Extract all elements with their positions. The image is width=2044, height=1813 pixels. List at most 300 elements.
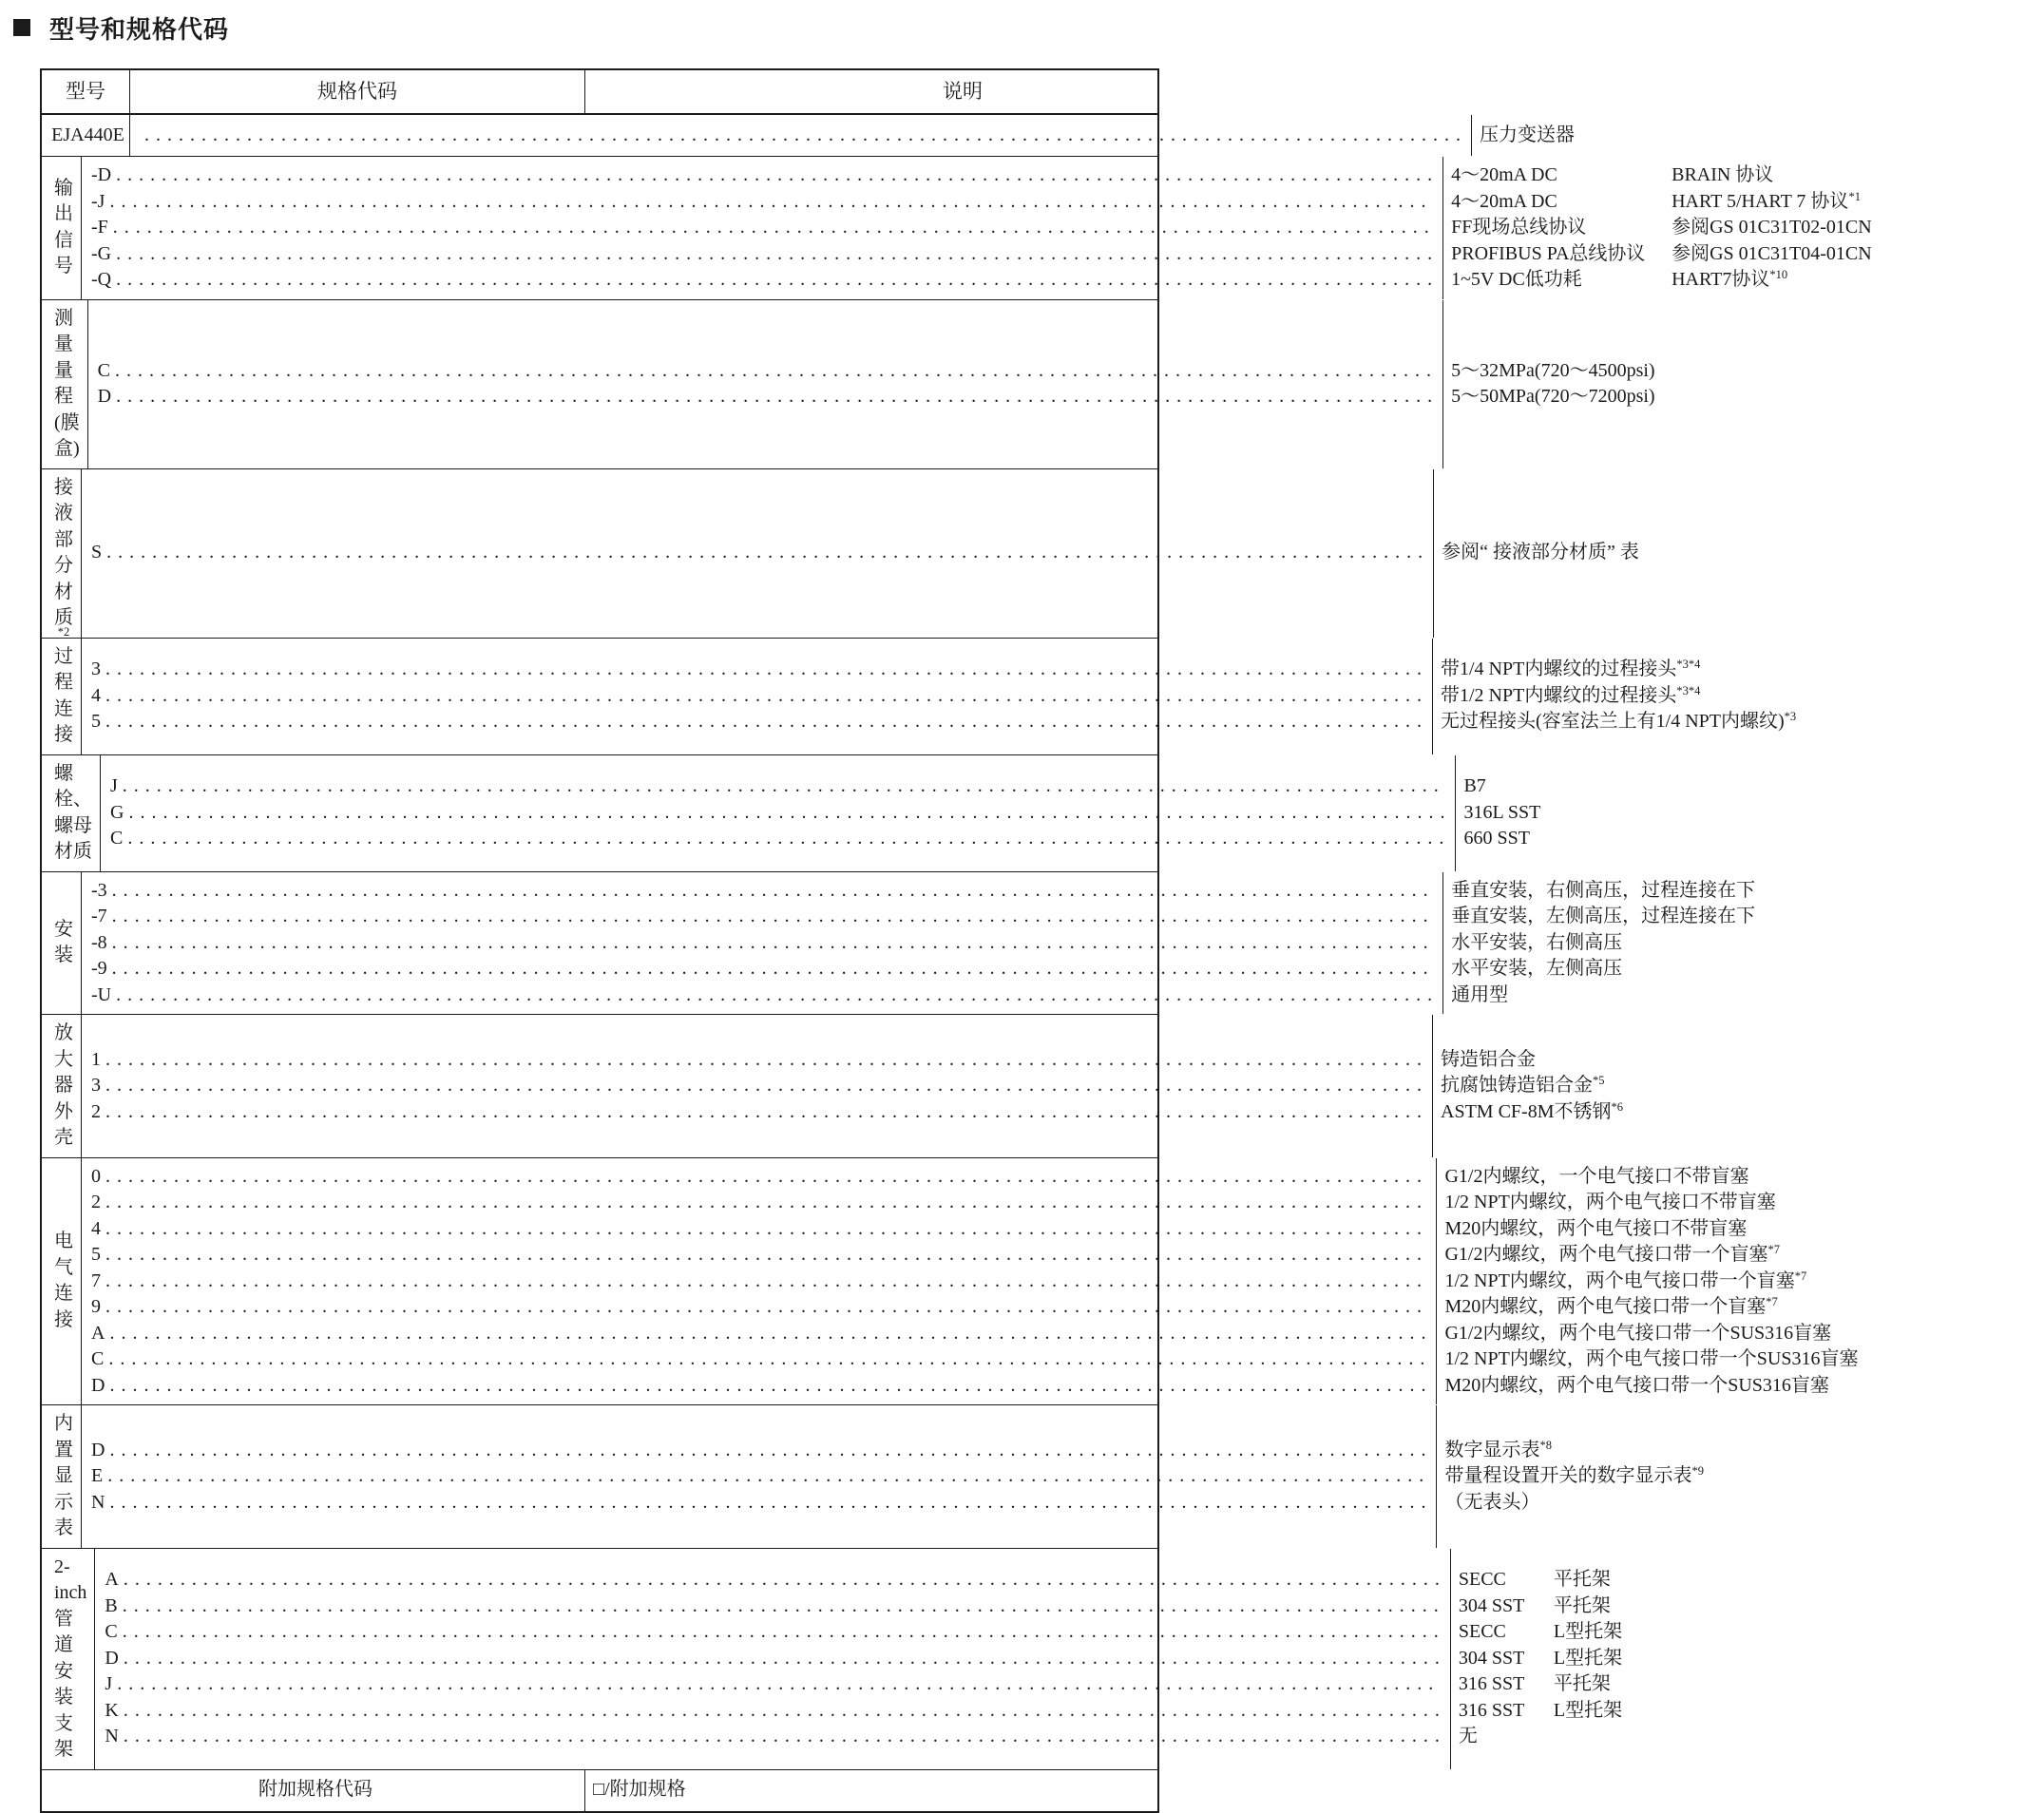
description-cell	[1442, 872, 2015, 1015]
description-col2: L型托架	[1553, 1699, 1623, 1721]
description-line	[1441, 1073, 1997, 1099]
description-text: 铸造铝合金	[1441, 1048, 1536, 1070]
spec-code: 5	[91, 1244, 101, 1265]
description-text: （无表头）	[1444, 1491, 1540, 1513]
dot-leader	[105, 1294, 1426, 1321]
row-label	[42, 1770, 584, 1811]
row-label-text: 电气连接	[54, 1231, 73, 1330]
description-cell	[1432, 639, 2005, 754]
row-label-text: 输出信号	[54, 177, 73, 277]
spec-code-line	[91, 1294, 1426, 1321]
spec-code-line	[91, 1047, 1423, 1074]
description-text: 垂直安装，左侧高压，过程连接在下	[1451, 906, 1756, 926]
spec-code: D	[105, 1647, 119, 1669]
dot-leader	[112, 904, 1433, 930]
description-col1: 316 SST	[1458, 1673, 1525, 1695]
spec-code-line	[91, 1073, 1423, 1099]
row-label-text: 安装	[54, 918, 73, 966]
spec-code-line	[91, 1164, 1426, 1191]
description-col2: 平托架	[1553, 1673, 1611, 1695]
spec-code: -F	[91, 217, 108, 238]
spec-code-line	[91, 709, 1423, 735]
spec-code: C	[91, 1348, 105, 1369]
dot-leader	[105, 1190, 1426, 1216]
dot-leader	[108, 1346, 1426, 1373]
description-text: 压力变送器	[1480, 124, 1575, 145]
row-label-text: 2-inch 管道安装支架	[54, 1555, 87, 1760]
table-row	[42, 156, 1872, 299]
spec-code-line	[91, 878, 1433, 905]
description-line	[1459, 1619, 2015, 1646]
description-text: ASTM CF-8M不锈钢	[1441, 1100, 1612, 1122]
description-col1: 4～20mA DC	[1451, 190, 1557, 212]
table-row	[42, 1404, 1704, 1548]
spec-code: -9	[91, 958, 107, 979]
description-text: 抗腐蚀铸造铝合金	[1441, 1075, 1593, 1096]
description-line	[1459, 1594, 2015, 1620]
spec-code-line	[91, 930, 1433, 957]
spec-code-line	[98, 358, 1433, 385]
row-label	[42, 755, 100, 871]
description-text: 660 SST	[1463, 828, 1530, 849]
description-text: 通用型	[1451, 983, 1509, 1005]
description-line	[1444, 1242, 2001, 1269]
description-line	[1444, 1269, 2001, 1295]
spec-codes-cell	[100, 755, 1455, 871]
dot-leader	[116, 384, 1433, 410]
row-label	[42, 872, 81, 1015]
dot-leader	[106, 540, 1423, 566]
description-text: G1/2内螺纹，两个电气接口带一个盲塞	[1444, 1244, 1768, 1265]
description-line	[1451, 241, 2008, 268]
spec-codes-cell	[81, 1405, 1436, 1548]
spec-code: -8	[91, 931, 107, 953]
table-row	[42, 299, 1655, 468]
spec-code: D	[91, 1374, 105, 1396]
description-line	[1463, 773, 2020, 800]
description-cell	[584, 1770, 1157, 1811]
footnote-superscript: *1	[1848, 189, 1861, 203]
description-line	[1451, 162, 2008, 189]
spec-code-line	[105, 1698, 1440, 1725]
description-col2: BRAIN 协议	[1671, 164, 1774, 185]
spec-code: N	[91, 1491, 105, 1513]
description-line	[1451, 878, 2008, 905]
dot-leader	[124, 1698, 1441, 1725]
spec-code: D	[91, 1439, 105, 1460]
description-text: 5～32MPa(720～4500psi)	[1451, 359, 1655, 381]
description-text: M20内螺纹，两个电气接口带一个SUS316盲塞	[1444, 1374, 1829, 1396]
spec-code-line	[91, 683, 1423, 710]
description-line	[1441, 657, 1997, 683]
description-text: 5～50MPa(720～7200psi)	[1451, 386, 1655, 407]
spec-code: 9	[91, 1296, 101, 1317]
description-text: M20内螺纹，两个电气接口带一个盲塞	[1444, 1296, 1767, 1317]
description-line	[1441, 1047, 1997, 1074]
spec-code-line	[91, 1321, 1426, 1347]
spec-code-line	[91, 1490, 1426, 1517]
spec-codes-cell	[87, 300, 1442, 468]
spec-code: 4	[91, 684, 101, 706]
dot-leader	[109, 1321, 1426, 1347]
dot-leader	[105, 1099, 1423, 1126]
section-title-text: 型号和规格代码	[49, 14, 230, 44]
dot-leader	[112, 956, 1433, 983]
description-text: M20内螺纹，两个电气接口不带盲塞	[1444, 1217, 1748, 1239]
row-label	[42, 300, 87, 468]
description-line	[1444, 1164, 2001, 1191]
spec-code: -Q	[91, 269, 112, 290]
description-text: 数字显示表	[1444, 1439, 1540, 1460]
section-title	[13, 11, 1166, 44]
spec-code: A	[91, 1322, 105, 1344]
spec-code: D	[97, 386, 112, 407]
table-row	[42, 114, 1575, 156]
footnote-superscript: *8	[1539, 1438, 1552, 1452]
dot-leader	[105, 683, 1423, 710]
dot-leader	[105, 1047, 1423, 1074]
description-line	[1444, 1190, 2001, 1216]
footnote-superscript: *7	[1766, 1295, 1778, 1308]
spec-code-line	[91, 1099, 1423, 1126]
table-row	[42, 1548, 1623, 1769]
spec-code: S	[91, 542, 103, 563]
spec-code-line	[91, 657, 1423, 683]
description-text: 1/2 NPT内螺纹，两个电气接口带一个SUS316盲塞	[1444, 1348, 1859, 1369]
dot-leader	[117, 1671, 1441, 1698]
footnote-superscript: *3*4	[1676, 658, 1701, 672]
description-col2: 平托架	[1553, 1569, 1611, 1591]
spec-code-line	[105, 1646, 1440, 1672]
description-col1: 316 SST	[1458, 1699, 1525, 1721]
description-line	[1441, 709, 1997, 735]
description-line	[1459, 1671, 2015, 1698]
spec-code-line	[105, 1724, 1440, 1750]
spec-code: A	[105, 1569, 119, 1591]
description-line	[1451, 189, 2008, 216]
spec-code: -U	[91, 983, 112, 1005]
spec-code: 7	[91, 1269, 101, 1291]
description-col2: 参阅GS 01C31T02-01CN	[1671, 217, 1872, 238]
spec-code-line	[110, 826, 1445, 852]
description-line	[1463, 826, 2020, 852]
header-spec-code: 规格代码	[129, 70, 584, 113]
dot-leader	[127, 826, 1445, 852]
footnote-superscript: *3*4	[1676, 683, 1701, 697]
spec-code: -G	[91, 242, 112, 264]
description-col2: HART 5/HART 7 协议$^{*1}$	[1671, 189, 1861, 212]
spec-code: -3	[91, 879, 107, 901]
dot-leader	[105, 1073, 1423, 1099]
spec-code-line	[91, 1438, 1426, 1464]
table-row	[42, 1014, 1623, 1157]
description-cell	[1450, 1549, 2023, 1769]
description-line	[1451, 904, 2008, 930]
spec-code-line	[91, 1216, 1426, 1243]
description-text: □/附加规格	[593, 1779, 686, 1801]
description-text: 无过程接头(容室法兰上有1/4 NPT内螺纹)	[1441, 711, 1785, 733]
row-label-text: 螺栓、螺母材质	[54, 762, 92, 862]
description-col1: SECC	[1458, 1569, 1506, 1591]
description-cell	[1432, 1015, 2005, 1157]
description-line	[1444, 1321, 2001, 1347]
description-text: 水平安装，右侧高压	[1451, 931, 1623, 953]
description-line	[1442, 540, 1998, 566]
row-label	[42, 1405, 81, 1548]
spec-code-line	[91, 189, 1433, 216]
spec-code-line	[91, 241, 1433, 268]
description-line	[1444, 1490, 2001, 1517]
footnote-superscript: *9	[1691, 1464, 1704, 1478]
row-label-text: 过程连接	[54, 645, 73, 745]
spec-code: 2	[91, 1192, 101, 1212]
description-cell	[1455, 755, 2028, 871]
dot-leader	[113, 215, 1433, 241]
row-label-text: 测量量程(膜盒)	[54, 307, 80, 459]
dot-leader	[115, 358, 1433, 385]
spec-code: J	[110, 775, 118, 797]
description-text: G1/2内螺纹，一个电气接口不带盲塞	[1444, 1165, 1749, 1187]
dot-leader	[109, 1373, 1426, 1400]
table-row	[42, 1157, 1859, 1405]
description-cell	[1436, 1405, 2009, 1548]
row-label-text: 放大器外壳	[54, 1022, 73, 1148]
spec-code-line	[140, 123, 1461, 149]
description-text: 带1/4 NPT内螺纹的过程接头	[1441, 658, 1677, 680]
row-label: 接液部分材质 *2	[54, 476, 73, 639]
dot-leader	[124, 1724, 1441, 1750]
description-col1: 304 SST	[1458, 1594, 1525, 1616]
spec-code: 2	[91, 1100, 101, 1122]
header-model: 型号	[66, 79, 105, 103]
description-col1: 304 SST	[1458, 1647, 1525, 1669]
spec-code: K	[105, 1699, 119, 1721]
model-spec-code-table	[40, 68, 1872, 1813]
dot-leader	[105, 1242, 1426, 1269]
row-label-text: 附加规格代码	[258, 1779, 373, 1801]
dot-leader	[105, 657, 1423, 683]
description-text: 垂直安装，右侧高压，过程连接在下	[1451, 879, 1756, 901]
description-text: B7	[1463, 775, 1486, 797]
footnote-superscript: *7	[1767, 1243, 1780, 1256]
header-description: 说明	[584, 70, 1157, 113]
description-line	[1459, 1724, 2015, 1750]
description-line	[1459, 1646, 2015, 1672]
description-line	[1459, 1567, 2015, 1594]
spec-code: G	[110, 801, 124, 823]
table-rows	[42, 114, 1872, 1811]
spec-code: 0	[91, 1165, 101, 1187]
description-line	[1444, 1438, 2001, 1464]
description-line	[593, 1777, 1150, 1803]
description-line	[1463, 800, 2020, 827]
spec-code: B	[105, 1594, 118, 1616]
spec-code-line	[110, 773, 1445, 800]
description-cell	[1442, 157, 2015, 299]
footnote-superscript: *5	[1593, 1074, 1605, 1087]
spec-codes-cell	[81, 1158, 1436, 1405]
row-label	[42, 1158, 81, 1405]
dot-leader	[112, 930, 1433, 957]
description-col2: 平托架	[1553, 1594, 1611, 1616]
spec-code: 3	[91, 658, 101, 680]
spec-code: -7	[91, 906, 107, 926]
description-line	[1441, 1099, 1997, 1126]
description-line	[1451, 983, 2008, 1009]
spec-code-line	[91, 267, 1433, 294]
dot-leader	[109, 1490, 1426, 1517]
description-line	[1451, 215, 2008, 241]
description-line	[1451, 930, 2008, 957]
spec-codes-cell	[129, 115, 1471, 156]
spec-code: C	[97, 359, 111, 381]
dot-leader	[123, 773, 1446, 800]
footnote-superscript: *7	[1794, 1269, 1807, 1283]
row-label	[42, 1015, 81, 1157]
dot-leader	[107, 1463, 1426, 1490]
dot-leader	[116, 241, 1433, 268]
row-label-text: 内置显示表	[54, 1413, 73, 1538]
description-line	[1444, 1373, 2001, 1400]
description-text: 无	[1458, 1726, 1478, 1747]
description-text: 带量程设置开关的数字显示表	[1444, 1465, 1692, 1486]
spec-code: 3	[91, 1075, 101, 1096]
description-col1: 4～20mA DC	[1451, 164, 1557, 185]
spec-code: -J	[91, 190, 105, 212]
spec-code-line	[91, 983, 1433, 1009]
description-col1: FF现场总线协议	[1451, 217, 1587, 238]
spec-code-line	[91, 215, 1433, 241]
dot-leader	[109, 189, 1433, 216]
spec-code: 4	[91, 1217, 101, 1239]
table-header-row	[42, 70, 1157, 114]
spec-codes-cell	[81, 1015, 1432, 1157]
table-row	[42, 468, 1639, 639]
description-cell	[1433, 469, 2006, 638]
description-text: 1/2 NPT内螺纹，两个电气接口带一个盲塞	[1444, 1269, 1795, 1291]
spec-code-line	[105, 1619, 1440, 1646]
dot-leader	[109, 1438, 1426, 1464]
spec-code: C	[105, 1621, 118, 1643]
spec-code: 1	[91, 1048, 101, 1070]
dot-leader	[124, 1646, 1441, 1672]
dot-leader	[105, 1216, 1426, 1243]
table-row	[42, 1769, 1157, 1811]
spec-code: N	[105, 1726, 119, 1747]
dot-leader	[116, 983, 1433, 1009]
spec-code-line	[105, 1594, 1440, 1620]
spec-code: E	[91, 1465, 104, 1486]
description-col2: L型托架	[1553, 1621, 1623, 1643]
spec-codes-cell	[81, 157, 1442, 299]
section-bullet-icon	[13, 19, 30, 36]
description-line	[1441, 683, 1997, 710]
spec-code-line	[91, 1190, 1426, 1216]
footnote-superscript: *3	[1784, 710, 1797, 724]
dot-leader	[105, 1164, 1426, 1191]
description-line	[1451, 267, 2008, 294]
spec-code-line	[110, 800, 1445, 827]
spec-code: 5	[91, 711, 101, 733]
row-label	[42, 157, 81, 299]
dot-leader	[123, 1619, 1441, 1646]
table-row	[42, 638, 1797, 754]
description-text: G1/2内螺纹，两个电气接口带一个SUS316盲塞	[1444, 1322, 1832, 1344]
spec-codes-cell	[81, 469, 1433, 638]
spec-code: -D	[91, 164, 112, 185]
spec-code: C	[110, 828, 124, 849]
description-line	[1451, 956, 2008, 983]
description-text: 水平安装，左侧高压	[1451, 958, 1623, 979]
description-cell	[1442, 300, 2015, 468]
footnote-superscript: *6	[1611, 1099, 1623, 1114]
spec-code-line	[91, 1373, 1426, 1400]
description-col1: 1~5V DC低功耗	[1451, 269, 1582, 290]
description-col1: PROFIBUS PA总线协议	[1451, 242, 1646, 264]
spec-code-line	[91, 1463, 1426, 1490]
description-col2: 参阅GS 01C31T04-01CN	[1671, 242, 1872, 264]
table-row	[42, 754, 1541, 871]
description-col2: HART7协议$^{*10}$	[1671, 268, 1788, 290]
description-cell	[1436, 1158, 2009, 1405]
table-row	[42, 871, 1756, 1015]
description-line	[1451, 358, 2008, 385]
row-label-text: EJA440E	[51, 124, 124, 145]
description-text: 316L SST	[1463, 801, 1541, 823]
spec-code-line	[91, 1242, 1426, 1269]
dot-leader	[124, 1567, 1441, 1594]
dot-leader	[123, 1594, 1441, 1620]
dot-leader	[144, 123, 1461, 149]
spec-code-line	[91, 1269, 1426, 1295]
dot-leader	[105, 1269, 1426, 1295]
description-text: 参阅“ 接液部分材质” 表	[1442, 542, 1639, 563]
spec-code: J	[105, 1673, 113, 1695]
row-label	[42, 1549, 94, 1769]
dot-leader	[105, 709, 1423, 735]
description-text: 带1/2 NPT内螺纹的过程接头	[1441, 684, 1677, 706]
row-label-text: 接液部分材质	[54, 476, 73, 628]
description-line	[1444, 1346, 2001, 1373]
spec-code-line	[91, 540, 1423, 566]
spec-code-line	[91, 904, 1433, 930]
description-line	[1444, 1216, 2001, 1243]
dot-leader	[116, 267, 1433, 294]
spec-code-line	[105, 1567, 1440, 1594]
description-line	[1480, 123, 2036, 149]
spec-code-line	[91, 956, 1433, 983]
description-col1: SECC	[1458, 1621, 1506, 1643]
description-line	[1444, 1463, 2001, 1490]
row-label	[42, 639, 81, 754]
spec-codes-cell	[81, 639, 1432, 754]
footnote-superscript: *10	[1769, 268, 1788, 281]
description-line	[1459, 1698, 2015, 1725]
spec-code-line	[98, 384, 1433, 410]
spec-code-line	[91, 162, 1433, 189]
spec-codes-cell	[81, 872, 1442, 1015]
description-col2: L型托架	[1553, 1647, 1623, 1669]
description-cell	[1471, 115, 2044, 156]
spec-code-line	[105, 1671, 1440, 1698]
dot-leader	[116, 162, 1433, 189]
description-line	[1444, 1294, 2001, 1321]
description-text: 1/2 NPT内螺纹，两个电气接口不带盲塞	[1444, 1192, 1776, 1212]
spec-codes-cell	[94, 1549, 1449, 1769]
row-label	[42, 115, 129, 156]
spec-code-line	[91, 1346, 1426, 1373]
description-line	[1451, 384, 2008, 410]
